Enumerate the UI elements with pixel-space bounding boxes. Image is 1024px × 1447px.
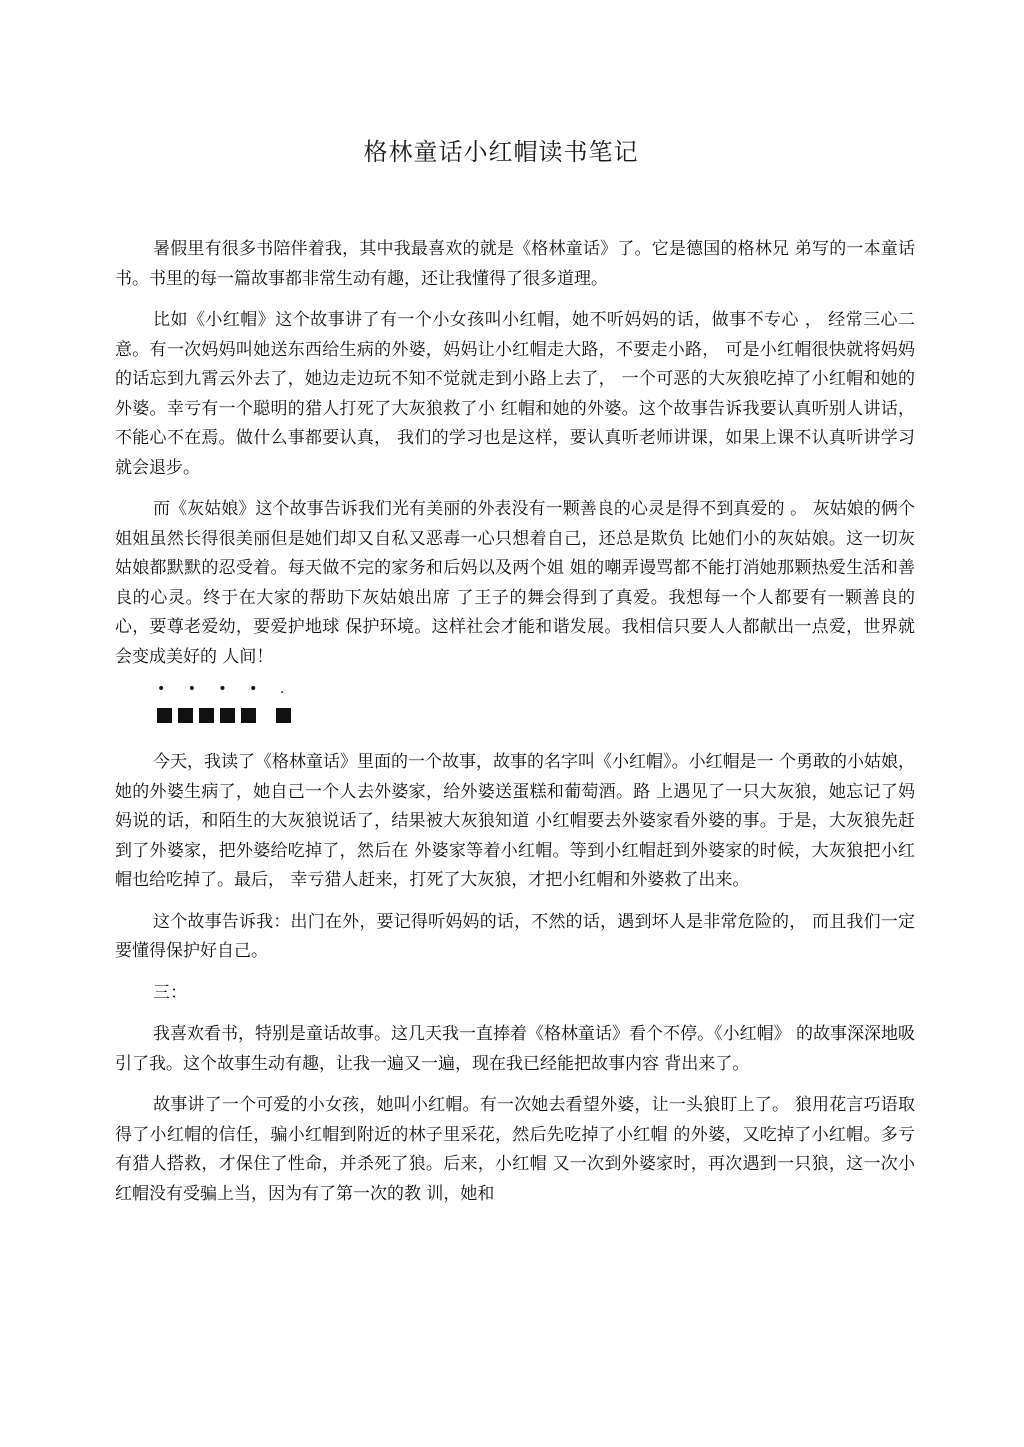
section-marker: 三： xyxy=(153,982,187,1003)
square-mark xyxy=(199,708,214,723)
paragraph-story-retell: 今天，我读了《格林童话》里面的一个故事，故事的名字叫《小红帽》。小红帽是一 个勇敢的小姑娘，她的外婆生病了，她自己一个人去外婆家，给外婆送蛋糕和葡萄酒。路 上遇见了一只大灰狼，她忘记了妈妈说的话，和陌生的大灰狼说话了，结果被大灰狼知道 小红帽要去外婆家看外婆的事。于是，大灰狼先赶到了外婆家，把外婆给吃掉了，然后在 外婆家等着小红帽。等到小红帽赶到外婆家的时候，大灰狼把小红帽也给吃掉了。最后， 幸亏猎人赶来，打死了大灰狼，才把小红帽和外婆救了出来。 xyxy=(115,752,915,890)
paragraph-story-lesson: 这个故事告诉我：出门在外，要记得听妈妈的话，不然的话，遇到坏人是非常危险的， 而且我们一定要懂得保护好自己。 xyxy=(115,911,915,961)
square-mark xyxy=(178,708,193,723)
square-mark xyxy=(241,708,256,723)
paragraph-intro: 暑假里有很多书陪伴着我，其中我最喜欢的就是《格林童话》了。它是德国的格林兄 弟写的一本童话书。书里的每一篇故事都非常生动有趣，还让我懂得了很多道理。 xyxy=(115,239,915,289)
square-mark xyxy=(157,708,172,723)
paragraph-cinderella: 而《灰姑娘》这个故事告诉我们光有美丽的外表没有一颗善良的心灵是得不到真爱的 。 灰姑娘的俩个姐姐虽然长得很美丽但是她们却又自私又恶毒一心只想着自己，还总是欺负 比她们小的灰姑娘。这一切灰姑娘都默默的忍受着。每天做不完的家务和后妈以及两个姐 姐的嘲弄谩骂都不能打消她那颗热爱生活和善良的心灵。终于在大家的帮助下灰姑娘出席 了王子的舞会得到了真爱。我想每一个人都要有一颗善良的心，要尊老爱幼，要爱护地球 保护环境。这样社会才能和谐发展。我相信只要人人都献出一点爱，世界就会变成美好的 人间！ xyxy=(115,499,915,667)
document-body xyxy=(115,235,915,1221)
square-mark xyxy=(276,708,291,723)
paragraph-story-summary: 故事讲了一个可爱的小女孩，她叫小红帽。有一次她去看望外婆，让一头狼盯上了。 狼用花言巧语取得了小红帽的信任，骗小红帽到附近的林子里采花，然后先吃掉了小红帽 的外婆，又吃掉了小红帽。多亏有猎人搭救，才保住了性命，并杀死了狼。后来，小红帽 又一次到外婆家时，再次遇到一只狼，这一次小红帽没有受骗上当，因为有了第一次的教 训，她和 xyxy=(115,1095,915,1204)
square-separator xyxy=(115,704,915,726)
document-title: 格林童话小红帽读书笔记 xyxy=(363,138,639,166)
paragraph-reading-love: 我喜欢看书，特别是童话故事。这几天我一直捧着《格林童话》看个不停。《小红帽》 的故事深深地吸引了我。这个故事生动有趣，让我一遍又一遍，现在我已经能把故事内容 背出来了。 xyxy=(115,1024,915,1074)
square-mark xyxy=(220,708,235,723)
paragraph-little-red-riding-hood: 比如《小红帽》这个故事讲了有一个小女孩叫小红帽，她不听妈妈的话，做事不专心 ， 经常三心二意。有一次妈妈叫她送东西给生病的外婆，妈妈让小红帽走大路，不要走小路， 可是小红帽很快就将妈妈的话忘到九霄云外去了，她边走边玩不知不觉就走到小路上去了， 一个可恶的大灰狼吃掉了小红帽和她的外婆。幸亏有一个聪明的猎人打死了大灰狼救了小 红帽和她的外婆。这个故事告诉我要认真听别人讲话，不能心不在焉。做什么事都要认真， 我们的学习也是这样，要认真听老师讲课，如果上课不认真听讲学习就会退步。 xyxy=(115,310,915,478)
dots-separator: • • • • . xyxy=(157,681,294,697)
